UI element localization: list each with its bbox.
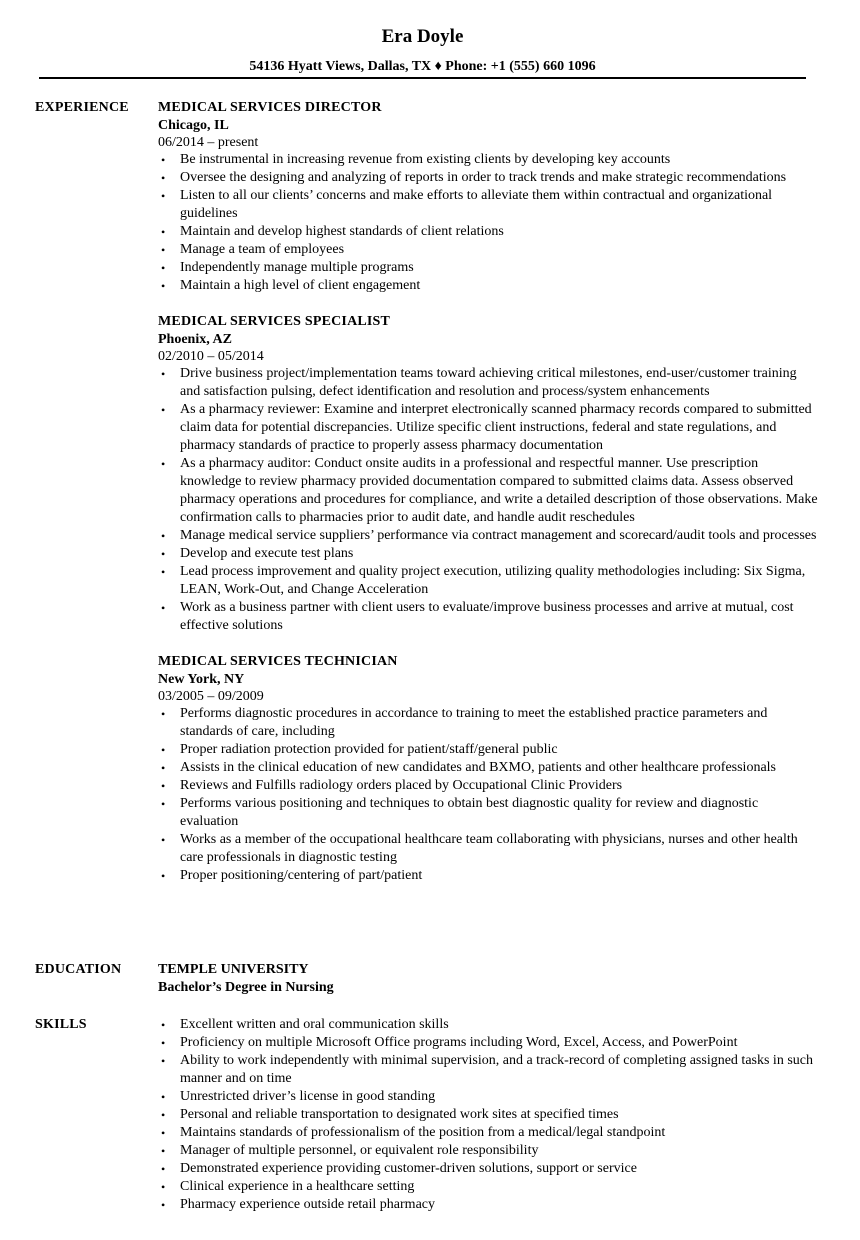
- bullet-dot-icon: •: [161, 565, 166, 579]
- job-title: MEDICAL SERVICES TECHNICIAN: [158, 654, 398, 669]
- bullet-text: Manage medical service suppliers’ performance via contract management and scorecard/audit tools and processes: [180, 528, 817, 543]
- bullet-text: Unrestricted driver’s license in good standing: [180, 1089, 436, 1104]
- bullet-item: [158, 1196, 818, 1214]
- bullet-dot-icon: •: [161, 225, 166, 239]
- bullet-text: As a pharmacy reviewer: Examine and interpret electronically scanned pharmacy records compared to submitted claim data for potential discrepancies. Utilize specific client instructions, federal and state regulations, and pharmacy standards of practice to properly assess pharmacy documentation: [180, 402, 812, 453]
- job-dates: 02/2010 – 05/2014: [158, 349, 264, 364]
- job-bullets: [158, 151, 818, 295]
- bullet-text: Maintain and develop highest standards of client relations: [180, 224, 504, 239]
- bullet-text: Demonstrated experience providing customer-driven solutions, support or service: [180, 1161, 637, 1176]
- bullet-item: [158, 259, 818, 277]
- job-bullets: [158, 365, 818, 635]
- job-dates: 06/2014 – present: [158, 135, 259, 150]
- bullet-text: Personal and reliable transportation to designated work sites at specified times: [180, 1107, 619, 1122]
- job-title: MEDICAL SERVICES DIRECTOR: [158, 100, 382, 115]
- bullet-text: Independently manage multiple programs: [180, 260, 414, 275]
- bullet-dot-icon: •: [161, 153, 166, 167]
- bullet-text: Develop and execute test plans: [180, 546, 354, 561]
- bullet-dot-icon: •: [161, 743, 166, 757]
- section-heading-experience: EXPERIENCE: [35, 100, 129, 115]
- job-bullets: [158, 705, 818, 885]
- bullet-dot-icon: •: [161, 367, 166, 381]
- bullet-item: [158, 705, 818, 741]
- bullet-text: Manage a team of employees: [180, 242, 345, 257]
- job-entry: [158, 653, 818, 885]
- bullet-dot-icon: •: [161, 707, 166, 721]
- bullet-item: [158, 187, 818, 223]
- job-location: Chicago, IL: [158, 118, 229, 133]
- bullet-dot-icon: •: [161, 1180, 166, 1194]
- bullet-text: Listen to all our clients’ concerns and make efforts to alleviate them within contractual and organizational guidelines: [180, 188, 773, 221]
- section-heading-skills: SKILLS: [35, 1017, 87, 1032]
- bullet-text: Performs various positioning and techniques to obtain best diagnostic quality for review and diagnostic evaluation: [180, 796, 759, 829]
- bullet-dot-icon: •: [161, 761, 166, 775]
- bullet-text: Ability to work independently with minimal supervision, and a track-record of completing assigned tasks in such manner and on time: [180, 1053, 813, 1086]
- bullet-item: [158, 1052, 818, 1088]
- bullet-dot-icon: •: [161, 261, 166, 275]
- bullet-dot-icon: •: [161, 1162, 166, 1176]
- section-heading-education: EDUCATION: [35, 962, 122, 977]
- bullet-item: [158, 867, 818, 885]
- bullet-dot-icon: •: [161, 529, 166, 543]
- degree-name: Bachelor’s Degree in Nursing: [158, 980, 334, 995]
- bullet-item: [158, 169, 818, 187]
- school-name: TEMPLE UNIVERSITY: [158, 962, 309, 977]
- bullet-item: [158, 401, 818, 455]
- bullet-text: Work as a business partner with client users to evaluate/improve business processes and arrive at mutual, cost effective solutions: [180, 600, 794, 633]
- skills-body: [158, 1016, 818, 1214]
- bullet-item: [158, 1088, 818, 1106]
- bullet-dot-icon: •: [161, 171, 166, 185]
- candidate-name: Era Doyle: [381, 26, 464, 47]
- bullet-dot-icon: •: [161, 457, 166, 471]
- bullet-text: Lead process improvement and quality project execution, utilizing quality methodologies including: Six Sigma, LEAN, Work-Out, and Change Acceleration: [180, 564, 806, 597]
- bullet-text: Reviews and Fulfills radiology orders placed by Occupational Clinic Providers: [180, 778, 623, 793]
- bullet-item: [158, 241, 818, 259]
- bullet-item: [158, 277, 818, 295]
- bullet-item: [158, 599, 818, 635]
- bullet-item: [158, 545, 818, 563]
- bullet-text: Clinical experience in a healthcare setting: [180, 1179, 415, 1194]
- bullet-text: Pharmacy experience outside retail pharmacy: [180, 1197, 435, 1212]
- contact-line: 54136 Hyatt Views, Dallas, TX ♦ Phone: +1 (555) 660 1096: [249, 59, 596, 74]
- experience-body: [158, 99, 818, 903]
- bullet-text: Proper positioning/centering of part/patient: [180, 868, 423, 883]
- bullet-item: [158, 1016, 818, 1034]
- bullet-item: [158, 223, 818, 241]
- bullet-text: Excellent written and oral communication skills: [180, 1017, 449, 1032]
- bullet-item: [158, 563, 818, 599]
- bullet-dot-icon: •: [161, 779, 166, 793]
- bullet-text: Maintain a high level of client engagement: [180, 278, 421, 293]
- bullet-item: [158, 777, 818, 795]
- bullet-text: Proper radiation protection provided for patient/staff/general public: [180, 742, 558, 757]
- bullet-dot-icon: •: [161, 1036, 166, 1050]
- bullet-dot-icon: •: [161, 1126, 166, 1140]
- education-body: [158, 961, 818, 997]
- bullet-dot-icon: •: [161, 547, 166, 561]
- bullet-dot-icon: •: [161, 797, 166, 811]
- bullet-dot-icon: •: [161, 1108, 166, 1122]
- bullet-text: Proficiency on multiple Microsoft Office programs including Word, Excel, Access, and PowerPoint: [180, 1035, 738, 1050]
- skills-bullets: [158, 1016, 818, 1214]
- bullet-dot-icon: •: [161, 869, 166, 883]
- bullet-item: [158, 795, 818, 831]
- bullet-text: Maintains standards of professionalism of the position from a medical/legal standpoint: [180, 1125, 666, 1140]
- bullet-item: [158, 151, 818, 169]
- job-dates: 03/2005 – 09/2009: [158, 689, 264, 704]
- bullet-item: [158, 741, 818, 759]
- bullet-text: Assists in the clinical education of new candidates and BXMO, patients and other healthcare professionals: [180, 760, 776, 775]
- bullet-text: Manager of multiple personnel, or equivalent role responsibility: [180, 1143, 539, 1158]
- bullet-item: [158, 365, 818, 401]
- bullet-dot-icon: •: [161, 243, 166, 257]
- bullet-item: [158, 831, 818, 867]
- bullet-item: [158, 1160, 818, 1178]
- bullet-item: [158, 1106, 818, 1124]
- bullet-item: [158, 1142, 818, 1160]
- bullet-text: Drive business project/implementation teams toward achieving critical milestones, end-user/customer training and satisfaction pulsing, defect identification and resolution and process/system enhancements: [180, 366, 797, 399]
- bullet-item: [158, 527, 818, 545]
- bullet-dot-icon: •: [161, 1198, 166, 1212]
- bullet-text: Oversee the designing and analyzing of reports in order to track trends and make strategic recommendations: [180, 170, 787, 185]
- job-entry: [158, 313, 818, 635]
- header-divider: [39, 77, 806, 79]
- job-location: New York, NY: [158, 672, 245, 687]
- bullet-item: [158, 1178, 818, 1196]
- bullet-dot-icon: •: [161, 833, 166, 847]
- bullet-dot-icon: •: [161, 1018, 166, 1032]
- bullet-dot-icon: •: [161, 403, 166, 417]
- job-title: MEDICAL SERVICES SPECIALIST: [158, 314, 391, 329]
- bullet-dot-icon: •: [161, 1054, 166, 1068]
- bullet-text: Works as a member of the occupational healthcare team collaborating with physicians, nurses and other health care professionals in diagnostic testing: [180, 832, 798, 865]
- bullet-dot-icon: •: [161, 601, 166, 615]
- bullet-text: Be instrumental in increasing revenue from existing clients by developing key accounts: [180, 152, 671, 167]
- bullet-dot-icon: •: [161, 189, 166, 203]
- bullet-text: Performs diagnostic procedures in accordance to training to meet the established practice parameters and standards of care, including: [180, 706, 768, 739]
- bullet-dot-icon: •: [161, 1144, 166, 1158]
- bullet-item: [158, 1124, 818, 1142]
- job-location: Phoenix, AZ: [158, 332, 232, 347]
- bullet-dot-icon: •: [161, 279, 166, 293]
- bullet-item: [158, 759, 818, 777]
- bullet-item: [158, 1034, 818, 1052]
- bullet-dot-icon: •: [161, 1090, 166, 1104]
- bullet-item: [158, 455, 818, 527]
- job-entry: [158, 99, 818, 295]
- bullet-text: As a pharmacy auditor: Conduct onsite audits in a professional and respectful manner. Use prescription knowledge to review pharmacy provided documentation compared to submitted claims data. Assess observed pharmacy operations and procedures for compliance, and write a detailed description of those observations. Make confirmation calls to pharmacies prior to audit date, and handle audit reschedules: [180, 456, 818, 525]
